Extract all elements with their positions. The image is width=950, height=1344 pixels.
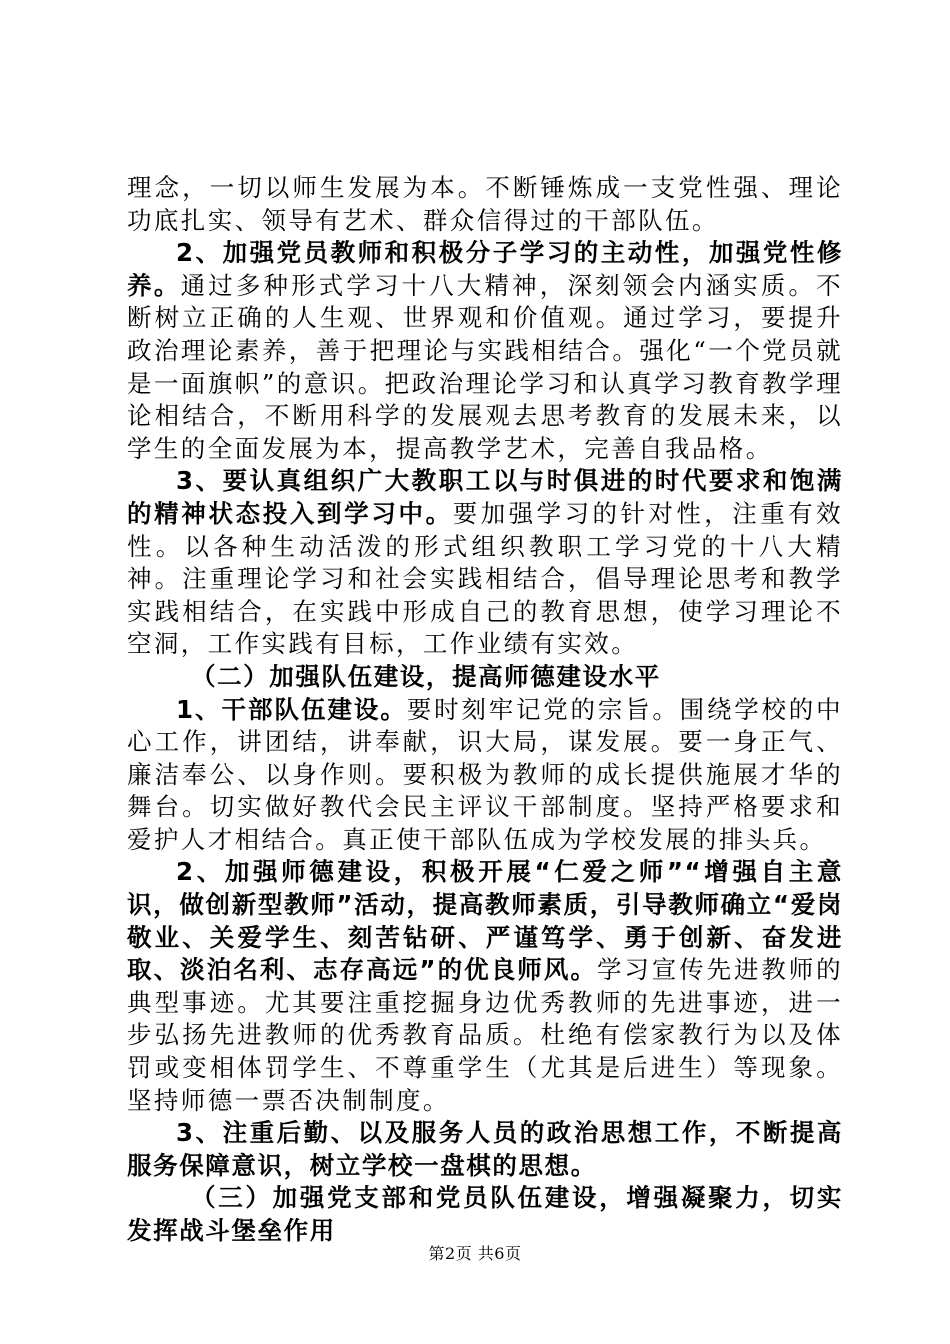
paragraph-text: 要加强学习的针对性，注重有效性。以各种生动活泼的形式组织教职工学习党的十八大精神。注重理论学习和社会实践相结合，倡导理论思考和教学实践相结合，在实践中形成自己的教育思想，使学习理论不空洞，工作实践有目标，工作业绩有实效。 <box>127 498 843 659</box>
section-heading-text: （二）加强队伍建设，提高师德建设水平 <box>191 661 661 691</box>
paragraph-1 <box>127 172 843 237</box>
paragraph-text: 通过多种形式学习十八大精神，深刻领会内涵实质。不断树立正确的人生观、世界观和价值观。通过学习，要提升政治理论素养，善于把理论与实践相结合。强化“一个党员就是一面旗帜”的意识。把政治理论学习和认真学习教育教学理论相结合，不断用科学的发展观去思考教育的发展未来，以学生的全面发展为本，提高教学艺术，完善自我品格。 <box>127 270 843 463</box>
paragraph-4 <box>127 694 843 857</box>
document-body <box>127 172 843 1248</box>
paragraph-2 <box>127 237 843 465</box>
paragraph-lead: 3、要认真组织广大教职工以与时俱进的时代要求和饱满的精神状态投入到学习中。 <box>127 466 843 528</box>
paragraph-text: 理念，一切以师生发展为本。不断锤炼成一支党性强、理论功底扎实、领导有艺术、群众信得过的干部队伍。 <box>127 173 843 235</box>
paragraph-lead: 3、注重后勤、以及服务人员的政治思想工作，不断提高服务保障意识，树立学校一盘棋的思想。 <box>127 1118 843 1180</box>
section-heading-text: （三）加强党支部和党员队伍建设，增强凝聚力，切实发挥战斗堡垒作用 <box>127 1183 843 1245</box>
section-heading-3 <box>127 1182 843 1247</box>
paragraph-3 <box>127 465 843 661</box>
paragraph-text: 学习宣传先进教师的典型事迹。尤其要注重挖掘身边优秀教师的先进事迹，进一步弘扬先进教师的优秀教育品质。杜绝有偿家教行为以及体罚或变相体罚学生、不尊重学生（尤其是后进生）等现象。坚持师德一票否决制制度。 <box>127 955 843 1115</box>
paragraph-5 <box>127 856 843 1117</box>
section-heading-2 <box>127 661 843 694</box>
page-number-label: 第2页 共6页 <box>428 1244 522 1263</box>
paragraph-6 <box>127 1117 843 1182</box>
paragraph-lead: 1、干部队伍建设。 <box>176 694 407 724</box>
paragraph-lead: 2、加强师德建设，积极开展“仁爱之师”“增强自主意识，做创新型教师”活动，提高教师素质，引导教师确立“爱岗敬业、关爱学生、刻苦钻研、严谨笃学、勇于创新、奋发进取、淡泊名利、志存高远”的优良师风。 <box>127 857 843 985</box>
page-footer <box>0 1244 950 1264</box>
paragraph-text: 要时刻牢记党的宗旨。围绕学校的中心工作，讲团结，讲奉献，识大局，谋发展。要一身正气、廉洁奉公、以身作则。要积极为教师的成长提供施展才华的舞台。切实做好教代会民主评议干部制度。坚持严格要求和爱护人才相结合。真正使干部队伍成为学校发展的排头兵。 <box>127 694 843 854</box>
paragraph-lead: 2、加强党员教师和积极分子学习的主动性，加强党性修养。 <box>127 238 843 300</box>
